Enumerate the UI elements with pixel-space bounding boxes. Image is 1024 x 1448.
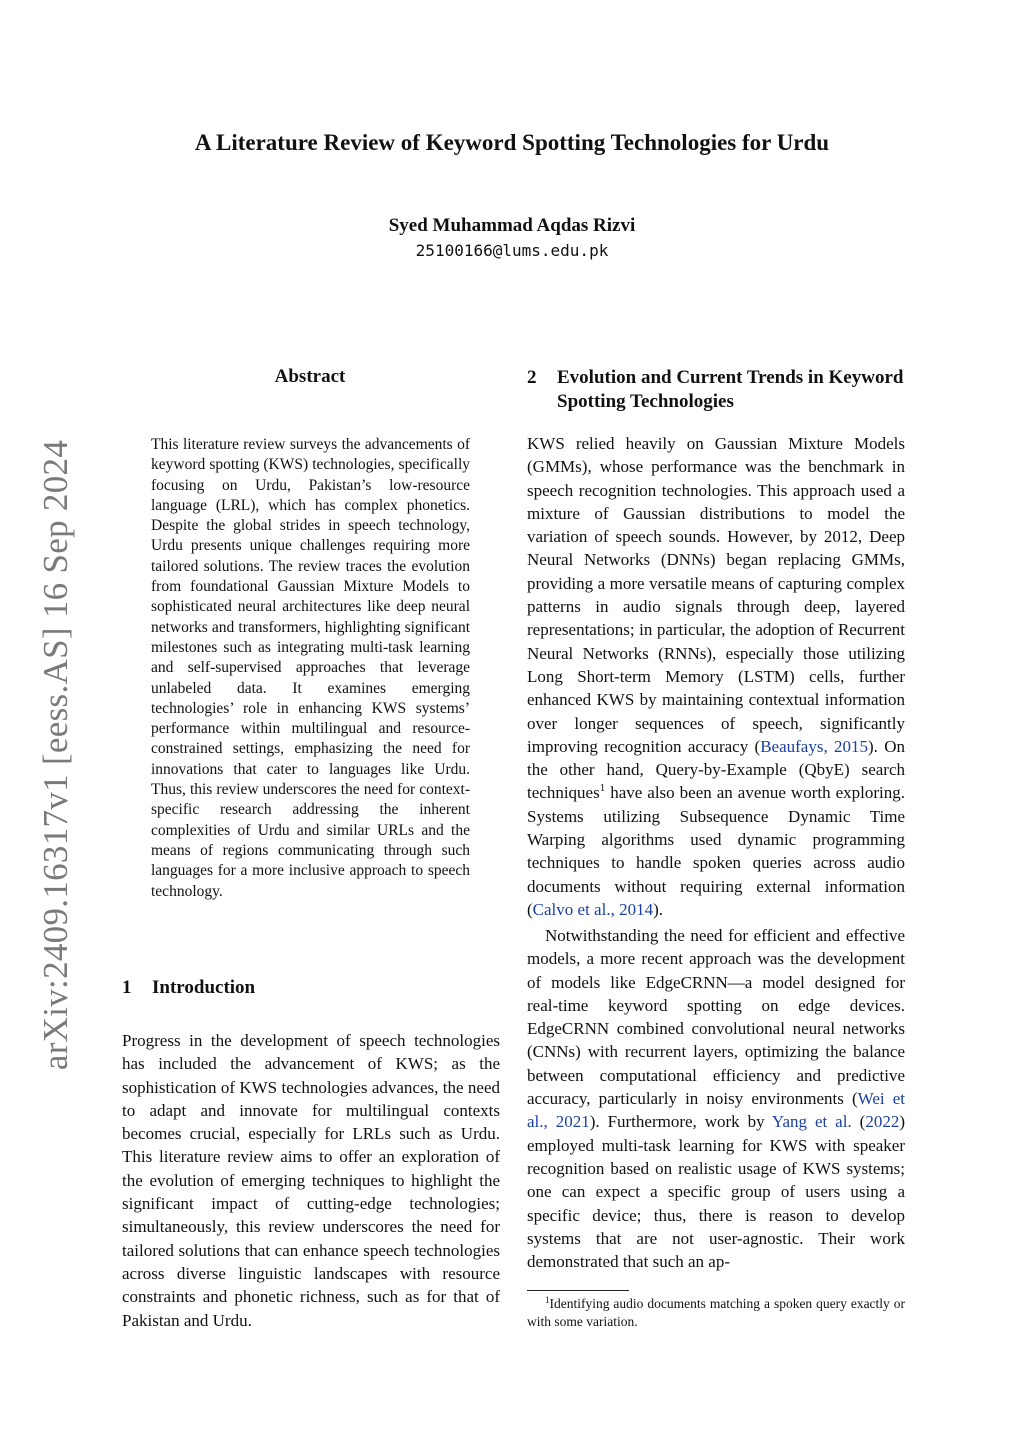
section-title: Introduction [152, 977, 256, 998]
footnote-number: 1 [545, 1295, 550, 1305]
paper-title: A Literature Review of Keyword Spotting Technologies for Urdu [194, 130, 830, 155]
section-number: 2 [527, 367, 537, 388]
section-2-paragraph-2: Notwithstanding the need for efficient and effective models, a more recent approach was the development of models like EdgeCRNN—a model designed for real-time keyword spotting on edge devices. EdgeCRNN combined convolutional neural networks (CNNs) with recurrent layers, optimizing the balance between computational efficiency and predictive accuracy, particularly in noisy environments (Wei et al., 2021). Furthermore, work by Yang et al. (2022) employed multi-task learning for KWS with speaker recognition based on realistic usage of KWS systems; one can expect a specific group of users using a specific device; thus, there is reason to develop systems that are not user-agnostic. Their work demonstrated that such an ap- [527, 926, 905, 1272]
text-run: Notwithstanding the need for efficient and effective models, a more recent approach was the development of models like EdgeCRNN—a model designed for real-time keyword spotting on edge devices. EdgeCRNN combined convolutional neural networks (CNNs) with recurrent layers, optimizing the balance between computational efficiency and predictive accuracy, particularly in noisy environments ( [527, 926, 905, 1109]
arxiv-side-stamp [36, 440, 76, 1070]
section-2-paragraph-1 [527, 432, 905, 921]
footnote-divider [527, 1290, 629, 1291]
citation-link-calvo[interactable]: Calvo et al., 2014 [532, 899, 654, 919]
footnote-text: Identifying audio documents matching a spoken query exactly or with some variation. [527, 1296, 905, 1329]
section-title: Evolution and Current Trends in Keyword Spotting Technologies [557, 367, 904, 412]
citation-link-beaufays[interactable]: Beaufays, 2015 [760, 736, 868, 756]
section-1-heading [122, 976, 502, 1000]
section-2-heading [527, 366, 905, 414]
text-run: ). [653, 899, 663, 919]
text-run: employed multi-task learning for KWS with speaker recognition based on realistic usage of KWS systems; one can expect a specific group of users using a specific device; thus, there is reason to develop systems that are not user-agnostic. Their work demonstrated that such an ap- [527, 1135, 905, 1272]
author-email: 25100166@lums.edu.pk [415, 241, 609, 260]
abstract-text: This literature review surveys the advancements of keyword spotting (KWS) technologies, specifically focusing on Urdu, Pakistan’s low-resource language (LRL), which has complex phonetics. Despite the global strides in speech technology, Urdu presents unique challenges requiring more tailored solutions. The review traces the evolution from foundational Gaussian Mixture Models to sophisticated neural architectures like deep neural networks and transformers, highlighting significant milestones such as integrating multi-task learning and self-supervised approaches that leverage unlabeled data. It examines emerging technologies’ role in enhancing KWS systems’ performance within multilingual and resource-constrained settings, emphasizing the need for innovations that cater to languages like Urdu. Thus, this review underscores the need for context-specific research addressing the inherent complexities of Urdu and similar URLs and the means of regions communicating through such languages for a more inclusive approach to speech technology. [151, 436, 470, 900]
arxiv-stamp-text: arXiv:2409.16317v1 [eess.AS] 16 Sep 2024 [36, 439, 75, 1071]
author-name: Syed Muhammad Aqdas Rizvi [388, 215, 636, 236]
footnote-marker[interactable]: 1 [599, 782, 606, 795]
citation-link-wei[interactable]: Wei et al., 2021 [527, 1089, 905, 1132]
abstract-heading: Abstract [274, 366, 346, 387]
text-run: ). On the other hand, Query-by-Example (QbyE) search techniques [527, 736, 905, 803]
text-run: have also been an avenue worth exploring. Systems utilizing Subsequence Dynamic Time Warping algorithms used dynamic programming techniques to handle spoken queries across audio documents without requiring external information ( [527, 783, 905, 919]
citation-link-yang[interactable]: Yang et al. [771, 1112, 852, 1132]
section-number: 1 [122, 977, 132, 998]
text-run: ). Furthermore, work by [589, 1112, 772, 1132]
text-run: KWS relied heavily on Gaussian Mixture Models (GMMs), whose performance was the benchmark in speech recognition technologies. This approach used a mixture of Gaussian distributions to model the variation of speech sounds. However, by 2012, Deep Neural Networks (DNNs) began replacing GMMs, providing a more versatile means of capturing complex patterns in audio signals through deep, layered representations; in particular, the adoption of Recurrent Neural Networks (RNNs), especially those utilizing Long Short-term Memory (LSTM) cells, further enhanced KWS by maintaining contextual information over longer sequences of speech, significantly improving recognition accuracy ( [527, 434, 905, 756]
footnote [527, 1295, 905, 1330]
introduction-paragraph: Progress in the development of speech technologies has included the advancement of KWS; as the sophistication of KWS technologies advances, the need to adapt and innovate for multilingual contexts becomes crucial, especially for LRLs such as Urdu. This literature review aims to offer an exploration of the evolution of emerging techniques to highlight the significant impact of cutting-edge technologies; simultaneously, this review underscores the need for tailored solutions that can enhance speech technologies across diverse linguistic landscapes with resource constraints and phonetic richness, such as for that of Pakistan and Urdu. [122, 1031, 500, 1330]
citation-link-yang-year[interactable]: 2022 [865, 1112, 900, 1132]
